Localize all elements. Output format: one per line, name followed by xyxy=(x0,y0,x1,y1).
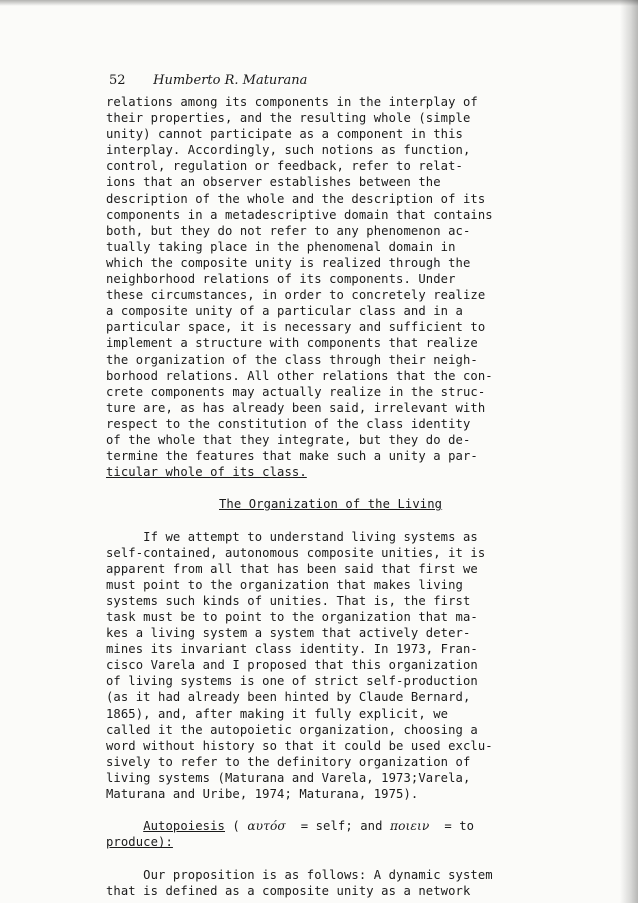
body-text xyxy=(106,94,566,899)
text-line: kes a living system a system that actively deter- xyxy=(106,626,471,641)
text-line: the organization of the class through their neigh- xyxy=(106,352,478,367)
definition-open: ( xyxy=(225,819,248,834)
text-line: a composite unity of a particular class and in a xyxy=(106,304,463,319)
text-line: of living systems is one of strict self-production xyxy=(106,674,478,689)
text-line: self-contained, autonomous composite unities, it is xyxy=(106,545,486,560)
definition-mid-2: = to xyxy=(429,819,475,834)
paragraph-2 xyxy=(106,529,566,803)
text-line: which the composite unity is realized through the xyxy=(106,255,471,270)
page-number: 52 xyxy=(109,73,126,88)
text-line: 1865), and, after making it fully explicit, we xyxy=(106,706,449,721)
text-line: neighborhood relations of its components. Under xyxy=(106,272,456,287)
scan-shadow-top xyxy=(0,0,638,6)
text-line: respect to the constitution of the class identity xyxy=(106,416,471,431)
text-line: sively to refer to the definitory organization of xyxy=(106,754,471,769)
text-line: Our proposition is as follows: A dynamic system xyxy=(106,867,493,882)
text-line: ions that an observer establishes between the xyxy=(106,175,441,190)
text-line: particular space, it is necessary and sufficient to xyxy=(106,320,486,335)
text-line: termine the features that make such a unity a par- xyxy=(106,449,478,464)
definition-line-2: produce): xyxy=(106,835,173,850)
text-line: apparent from all that has been said that first we xyxy=(106,561,478,576)
text-line-underlined: ticular whole of its class. xyxy=(106,465,307,480)
definition-block xyxy=(106,818,566,850)
text-line: must point to the organization that makes living xyxy=(106,577,463,592)
paragraph-1 xyxy=(106,94,566,480)
text-line: interplay. Accordingly, such notions as function, xyxy=(106,143,471,158)
paragraph-3 xyxy=(106,867,566,899)
definition-term: Autopoiesis xyxy=(143,819,225,834)
scan-shadow-right xyxy=(620,0,638,903)
definition-mid-1: = self; and xyxy=(285,819,390,834)
text-line: (as it had already been hinted by Claude Bernard, xyxy=(106,690,471,705)
spacer xyxy=(106,850,566,866)
text-line: mines its invariant class identity. In 1973, Fran- xyxy=(106,642,478,657)
text-line: of the whole that they integrate, but they do de- xyxy=(106,432,471,447)
text-line: cisco Varela and I proposed that this organization xyxy=(106,658,478,673)
section-heading: The Organization of the Living xyxy=(219,497,443,512)
text-line: unity) cannot participate as a component in this xyxy=(106,127,463,142)
text-line: components in a metadescriptive domain that contains xyxy=(106,207,493,222)
running-header xyxy=(109,73,307,88)
text-line: relations among its components in the interplay of xyxy=(106,95,478,109)
text-line: both, but they do not refer to any phenomenon ac- xyxy=(106,223,471,238)
text-line: If we attempt to understand living systems as xyxy=(106,529,478,544)
text-line: word without history so that it could be used exclu- xyxy=(106,738,493,753)
text-line: systems such kinds of unities. That is, the first xyxy=(106,593,471,608)
text-line: ture are, as has already been said, irrelevant with xyxy=(106,400,486,415)
text-line: their properties, and the resulting whole (simple xyxy=(106,111,471,126)
text-line: that is defined as a composite unity as a network xyxy=(106,883,471,898)
text-line: task must be to point to the organization that ma- xyxy=(106,610,478,624)
greek-produce: ποιειν xyxy=(389,819,430,834)
text-line: borhood relations. All other relations that the con- xyxy=(106,368,493,383)
text-line: implement a structure with components that realize xyxy=(106,336,478,351)
greek-self: αυτόσ xyxy=(247,819,286,834)
spacer xyxy=(106,480,566,496)
text-line: living systems (Maturana and Varela, 1973;Varela, xyxy=(106,770,471,785)
text-line: tually taking place in the phenomenal domain in xyxy=(106,239,456,254)
text-line: description of the whole and the description of its xyxy=(106,191,486,206)
running-header-author: Humberto R. Maturana xyxy=(153,73,308,88)
spacer xyxy=(106,802,566,818)
text-line: Maturana and Uribe, 1974; Maturana, 1975). xyxy=(106,787,419,802)
text-line: crete components may actually realize in the struc- xyxy=(106,384,486,399)
definition-line xyxy=(106,818,566,834)
text-line: these circumstances, in order to concretely realize xyxy=(106,288,486,303)
text-line: called it the autopoietic organization, choosing a xyxy=(106,722,478,737)
spacer xyxy=(106,512,566,528)
text-line: control, regulation or feedback, refer to relat- xyxy=(106,159,463,174)
